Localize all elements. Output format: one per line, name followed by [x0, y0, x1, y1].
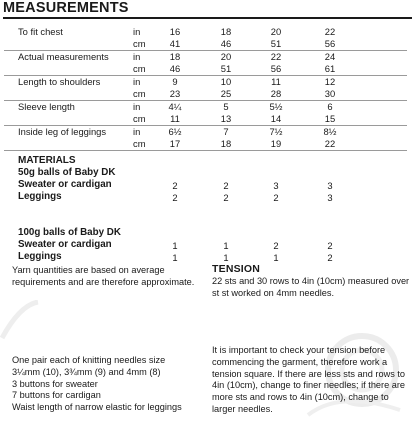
- measurement-value: 11: [170, 112, 180, 124]
- measurement-value: 4¼: [168, 101, 182, 112]
- yarn-note: Yarn quantities are based on average requirements and are therefore approximate.: [12, 265, 195, 287]
- measurement-value: 18: [220, 26, 232, 37]
- heading-rule: [3, 17, 412, 19]
- measurement-value: 13: [220, 112, 232, 124]
- materials-item-label: Leggings: [18, 251, 62, 262]
- measurement-value: 6: [327, 101, 333, 112]
- measurement-value: 12: [324, 76, 336, 87]
- row-divider: [4, 150, 407, 151]
- materials-value: 2: [172, 192, 178, 203]
- measurement-value: 22: [324, 26, 336, 37]
- unit-label: cm: [133, 37, 146, 49]
- materials-value: 3: [327, 192, 333, 203]
- materials-value: 3: [327, 180, 333, 191]
- measurement-value: 61: [324, 62, 336, 74]
- materials-value: 2: [223, 192, 229, 203]
- measurement-value: 46: [220, 37, 232, 49]
- measurement-value: 8½: [323, 126, 337, 137]
- measurement-value: 41: [169, 37, 181, 49]
- materials-item-label: Leggings: [18, 191, 62, 202]
- tension-check: It is important to check your tension before commencing the garment, therefore work a tension square. If there are less sts and rows to 4in (10cm), change to finer needles; if there are more sts and rows to 4in (10cm), change to larger needles.: [212, 345, 406, 414]
- measurement-value: 46: [169, 62, 181, 74]
- equipment-line: Waist length of narrow elastic for leggings: [12, 402, 182, 413]
- materials-value: 2: [327, 240, 333, 251]
- measurement-value: 20: [220, 51, 232, 62]
- tension-heading: TENSION: [212, 263, 261, 275]
- measurement-value: 17: [169, 137, 181, 149]
- measurement-value: 6½: [168, 126, 182, 137]
- equipment-line: 3¼mm (10), 3¾mm (9) and 4mm (8): [12, 366, 161, 377]
- measurement-label: Inside leg of leggings: [18, 126, 107, 137]
- materials-value: 2: [273, 192, 279, 203]
- measurement-value: 14: [270, 112, 282, 124]
- measurement-value: 51: [220, 62, 232, 74]
- unit-label: in: [133, 26, 141, 37]
- measurement-value: 10: [220, 76, 232, 87]
- materials-value: 2: [172, 180, 178, 191]
- measurement-value: 7½: [269, 126, 283, 137]
- measurement-value: 25: [220, 87, 232, 99]
- equipment-line: 7 buttons for cardigan: [12, 390, 101, 401]
- measurement-value: 16: [169, 26, 181, 37]
- unit-label: cm: [133, 137, 146, 149]
- measurement-label: Actual measurements: [18, 51, 109, 62]
- materials-heading: MATERIALS: [18, 155, 76, 166]
- measurement-value: 23: [169, 87, 181, 99]
- materials-value: 1: [172, 240, 178, 251]
- materials-value: 2: [223, 180, 229, 191]
- measurement-value: 9: [172, 76, 178, 87]
- measurement-value: 18: [220, 137, 232, 149]
- equipment-line: One pair each of knitting needles size: [12, 355, 166, 365]
- materials-value: 1: [273, 252, 279, 263]
- measurement-value: 11: [271, 76, 281, 87]
- tension-text: 22 sts and 30 rows to 4in (10cm) measured over st st worked on 4mm needles.: [212, 276, 410, 298]
- watermark-left: [0, 300, 40, 340]
- materials-value: 1: [223, 240, 229, 251]
- unit-label: cm: [133, 112, 146, 124]
- unit-label: in: [133, 51, 141, 62]
- measurement-value: 22: [270, 51, 282, 62]
- measurement-label: Length to shoulders: [18, 76, 101, 87]
- measurement-value: 5: [223, 101, 229, 112]
- measurement-value: 28: [270, 87, 282, 99]
- measurement-value: 5½: [269, 101, 283, 112]
- measurement-label: Sleeve length: [18, 101, 75, 112]
- measurement-value: 7: [223, 126, 229, 137]
- measurement-value: 18: [169, 51, 181, 62]
- unit-label: in: [133, 76, 141, 87]
- measurement-value: 24: [324, 51, 336, 62]
- measurement-value: 22: [324, 137, 336, 149]
- materials-value: 3: [273, 180, 279, 191]
- materials-group-title: 50g balls of Baby DK: [18, 167, 116, 178]
- measurement-value: 19: [270, 137, 282, 149]
- materials-item-label: Sweater or cardigan: [18, 239, 112, 250]
- materials-item-label: Sweater or cardigan: [18, 179, 112, 190]
- unit-label: cm: [133, 87, 146, 99]
- unit-label: in: [133, 126, 141, 137]
- measurement-value: 56: [324, 37, 336, 49]
- materials-value: 2: [327, 252, 333, 263]
- measurement-label: To fit chest: [18, 26, 63, 37]
- equipment-list: [12, 355, 182, 414]
- equipment-line: 3 buttons for sweater: [12, 378, 98, 389]
- measurement-value: 30: [324, 87, 336, 99]
- measurement-value: 20: [270, 26, 282, 37]
- materials-value: 1: [172, 252, 178, 263]
- materials-group-title: 100g balls of Baby DK: [18, 227, 121, 238]
- materials-value: 2: [273, 240, 279, 251]
- measurement-value: 15: [324, 112, 336, 124]
- measurement-value: 51: [270, 37, 282, 49]
- measurement-value: 56: [270, 62, 282, 74]
- watermark-left-graphic: [0, 300, 40, 340]
- unit-label: cm: [133, 62, 146, 74]
- measurements-heading: MEASUREMENTS: [3, 0, 129, 16]
- unit-label: in: [133, 101, 141, 112]
- materials-value: 1: [223, 252, 229, 263]
